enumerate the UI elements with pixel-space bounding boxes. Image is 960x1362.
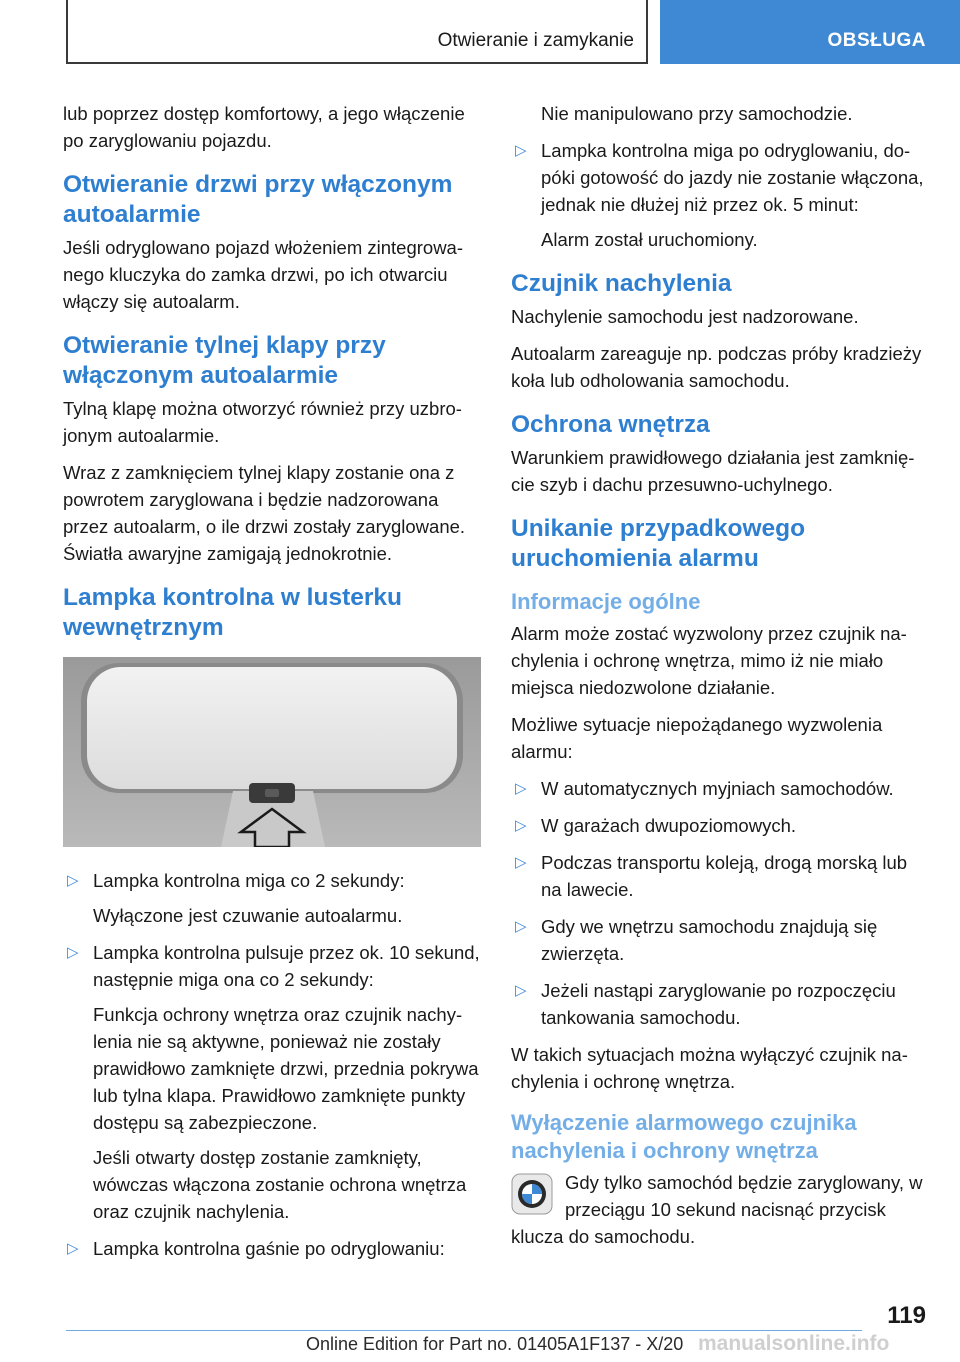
paragraph-tilt-1: Nachylenie samochodu jest nadzorowane. [511, 306, 859, 327]
bullet-triangle-icon: ▷ [515, 918, 527, 935]
bullet-text: W garażach dwupoziomowych. [541, 815, 796, 836]
bullet-text: Lampka kontrolna miga po odryglowaniu, dopóki gotowość do jazdy nie zostanie włączona, jednak nie dłużej niż przez ok. 5 minut: [541, 140, 924, 215]
list-item [63, 867, 481, 929]
list-item [511, 137, 929, 253]
page-number: 119 [887, 1302, 926, 1329]
bullet-triangle-icon: ▷ [515, 982, 527, 999]
list-item [63, 939, 481, 1225]
bullet-triangle-icon: ▷ [515, 854, 527, 871]
bullet-text: Lampka kontrolna pulsuje przez ok. 10 sekund, następnie miga ona co 2 sekundy: [93, 942, 480, 990]
bullet-subtext: Jeśli otwarty dostęp zostanie zamknięty, wówczas włączona zostanie ochrona wnętrza oraz czujnik nachylenia. [93, 1147, 467, 1222]
bullet-text: W automatycznych myjniach samochodów. [541, 778, 894, 799]
mirror-illustration [63, 657, 481, 847]
heading-indicator-mirror: Lampka kontrolna w lusterku wewnętrznym [63, 584, 402, 641]
bullet-text: Lampka kontrolna miga co 2 sekundy: [93, 870, 405, 891]
paragraph-tilt-2: Autoalarm zareaguje np. podczas próby kradzieży koła lub odholowania samochodu. [511, 343, 922, 391]
heading-tailgate-alarm: Otwieranie tylnej klapy przy włączonym autoalarmie [63, 332, 386, 389]
header-section-title: Otwieranie i zamykanie [437, 30, 634, 51]
bullet-text: Lampka kontrolna gaśnie po odryglowaniu: [93, 1238, 445, 1259]
left-column [63, 100, 481, 1272]
subheading-disable-sensors: Wyłączenie alarmowego czujnika nachylenia i ochrony wnętrza [511, 1110, 857, 1163]
paragraph-false-alarm-2: Możliwe sytuacje niepożądanego wyzwolenia alarmu: [511, 714, 883, 762]
watermark: manualsonline.info [698, 1332, 890, 1355]
header-chapter-tab [660, 0, 960, 64]
paragraph-false-alarm-1: Alarm może zostać wyzwolony przez czujnik nachylenia i ochronę wnętrza, mimo iż nie miało miejsca niedozwolone działanie. [511, 623, 907, 698]
bullet-triangle-icon: ▷ [515, 142, 527, 159]
bullet-triangle-icon: ▷ [67, 872, 79, 889]
list-item [511, 913, 929, 967]
bullet-text: Jeżeli nastąpi zaryglowanie po rozpoczęciu tankowania samochodu. [541, 980, 896, 1028]
paragraph-doors-alarm: Jeśli odryglowano pojazd włożeniem zintegrowanego kluczyka do zamka drzwi, po ich otwarciu włączy się autoalarm. [63, 237, 464, 312]
heading-doors-alarm: Otwieranie drzwi przy włączonym autoalarmie [63, 171, 453, 228]
bullet-triangle-icon: ▷ [515, 780, 527, 797]
heading-avoid-false-alarm: Unikanie przypadkowego uruchomienia alarmu [511, 515, 806, 572]
right-column [511, 100, 929, 1260]
bullet-subtext: Wyłączone jest czuwanie autoalarmu. [93, 905, 403, 926]
key-instruction [511, 1169, 929, 1260]
intro-paragraph: lub poprzez dostęp komfortowy, a jego włączenie po zaryglowaniu pojazdu. [63, 103, 465, 151]
continued-bullet-subtext: Nie manipulowano przy samochodzie. [541, 103, 853, 124]
indicator-list-continued [511, 137, 929, 253]
bullet-subtext: Funkcja ochrony wnętrza oraz czujnik nachylenia nie są aktywne, ponieważ nie zostały prawidłowo zamknięte drzwi, przednia pokrywa lub tylna klapa. Prawidłowo zamknięte punkty dostępu są zabezpieczone. [93, 1004, 479, 1133]
paragraph-false-alarm-3: W takich sytuacjach można wyłączyć czujnik nachylenia i ochronę wnętrza. [511, 1044, 908, 1092]
false-alarm-list [511, 775, 929, 1031]
heading-interior-protection: Ochrona wnętrza [511, 411, 710, 438]
indicator-list [63, 867, 481, 1262]
list-item [63, 1235, 481, 1262]
subheading-general-info: Informacje ogólne [511, 589, 701, 614]
bullet-subtext: Alarm został uruchomiony. [541, 229, 758, 250]
paragraph-tailgate-1: Tylną klapę można otworzyć również przy uzbrojonym autoalarmie. [63, 398, 462, 446]
bullet-triangle-icon: ▷ [67, 1240, 79, 1257]
header-chapter-title: OBSŁUGA [827, 30, 926, 51]
bullet-text: Podczas transportu koleją, drogą morską lub na lawecie. [541, 852, 908, 900]
footer-edition: Online Edition for Part no. 01405A1F137 - X/20 [306, 1334, 684, 1354]
list-item [511, 812, 929, 839]
bullet-triangle-icon: ▷ [515, 817, 527, 834]
paragraph-key-press: Gdy tylko samochód będzie zaryglowany, w przeciągu 10 sekund nacisnąć przycisk klucza do samochodu. [511, 1172, 923, 1247]
car-key-logo-icon [511, 1173, 553, 1215]
list-item [511, 849, 929, 903]
footer-divider [66, 1330, 862, 1331]
paragraph-interior: Warunkiem prawidłowego działania jest zamknięcie szyb i dachu przesuwno-uchylnego. [511, 447, 915, 495]
bullet-text: Gdy we wnętrzu samochodu znajdują się zwierzęta. [541, 916, 878, 964]
paragraph-tailgate-2: Wraz z zamknięciem tylnej klapy zostanie ona z powrotem zaryglowana i będzie nadzorowana przez autoalarm, o ile drzwi zostały zaryglowane. Światła awaryjne zamigają jednokrotnie. [63, 462, 466, 564]
list-item [511, 775, 929, 802]
list-item [511, 977, 929, 1031]
header-section-box [66, 0, 648, 64]
heading-tilt-sensor: Czujnik nachylenia [511, 270, 732, 297]
bullet-triangle-icon: ▷ [67, 944, 79, 961]
